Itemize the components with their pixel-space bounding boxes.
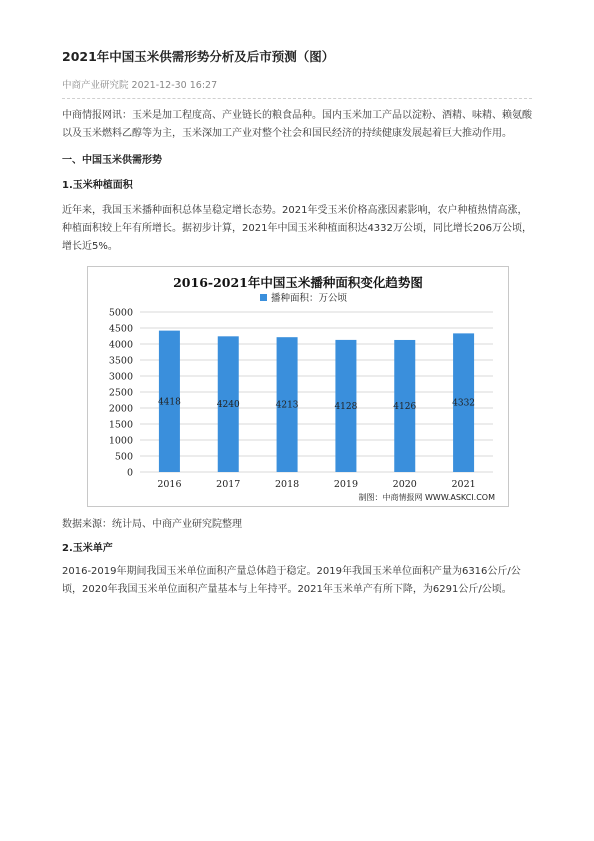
data-label: 4128	[334, 401, 358, 412]
intro-paragraph: 中商情报网讯：玉米是加工程度高、产业链长的粮食品种。国内玉米加工产品以淀粉、酒精、味精、赖氨酸以及玉米燃料乙醇等为主，玉米深加工产业对整个社会和国民经济的持续健康发展起着巨大推动作用。	[62, 110, 532, 139]
data-label: 4126	[393, 401, 417, 412]
y-tick-label: 5000	[108, 307, 133, 319]
chart-title: 2016-2021年中国玉米播种面积变化趋势图	[173, 275, 423, 290]
data-label: 4240	[216, 400, 240, 411]
y-tick-label: 2500	[108, 387, 133, 399]
article	[62, 48, 532, 599]
x-tick-label: 2021	[451, 479, 476, 490]
yield-paragraph: 2016-2019年期间我国玉米单位面积产量总体趋于稳定。2019年我国玉米单位面积产量为6316公斤/公顷，2020年我国玉米单位面积产量基本与上年持平。2021年玉米单产有所下降，为6291公斤/公顷。	[62, 566, 521, 595]
x-tick-label: 2020	[392, 479, 417, 490]
subsection-heading-yield: 2.玉米单产	[62, 543, 113, 554]
section-heading: 一、中国玉米供需形势	[62, 155, 162, 166]
legend-label: 播种面积：万公顷	[271, 293, 348, 304]
y-tick-label: 2000	[108, 403, 133, 415]
y-tick-label: 0	[126, 467, 133, 479]
subsection-heading-area: 1.玉米种植面积	[62, 180, 133, 191]
x-tick-label: 2016	[157, 479, 182, 490]
x-tick-label: 2017	[216, 479, 241, 490]
area-paragraph: 近年来，我国玉米播种面积总体呈稳定增长态势。2021年受玉米价格高涨因素影响，农户种植热情高涨，种植面积较上年有所增长。据初步计算，2021年中国玉米种植面积达4332万公顷，同比增长206万公顷，增长近5%。	[62, 205, 532, 252]
y-tick-label: 3500	[108, 355, 133, 367]
legend-swatch	[260, 294, 267, 301]
data-label: 4418	[157, 397, 181, 408]
data-label: 4332	[452, 398, 476, 409]
y-tick-label: 4500	[108, 323, 133, 335]
bar-chart	[87, 266, 509, 507]
article-meta: 中商产业研究院 2021-12-30 16:27	[62, 80, 218, 91]
x-tick-label: 2018	[274, 479, 300, 490]
x-tick-label: 2019	[333, 479, 359, 490]
chart-credit: 制图：中商情报网 WWW.ASKCI.COM	[358, 493, 495, 502]
y-tick-label: 1000	[108, 435, 133, 447]
y-tick-label: 1500	[108, 419, 133, 431]
data-label: 4213	[275, 400, 299, 411]
y-tick-label: 3000	[108, 371, 133, 383]
y-tick-label: 4000	[108, 339, 133, 351]
divider	[62, 98, 532, 99]
article-title: 2021年中国玉米供需形势分析及后市预测（图）	[62, 49, 335, 64]
data-source: 数据来源：统计局、中商产业研究院整理	[62, 519, 242, 530]
y-tick-label: 500	[114, 451, 133, 463]
chart-svg	[88, 267, 508, 506]
